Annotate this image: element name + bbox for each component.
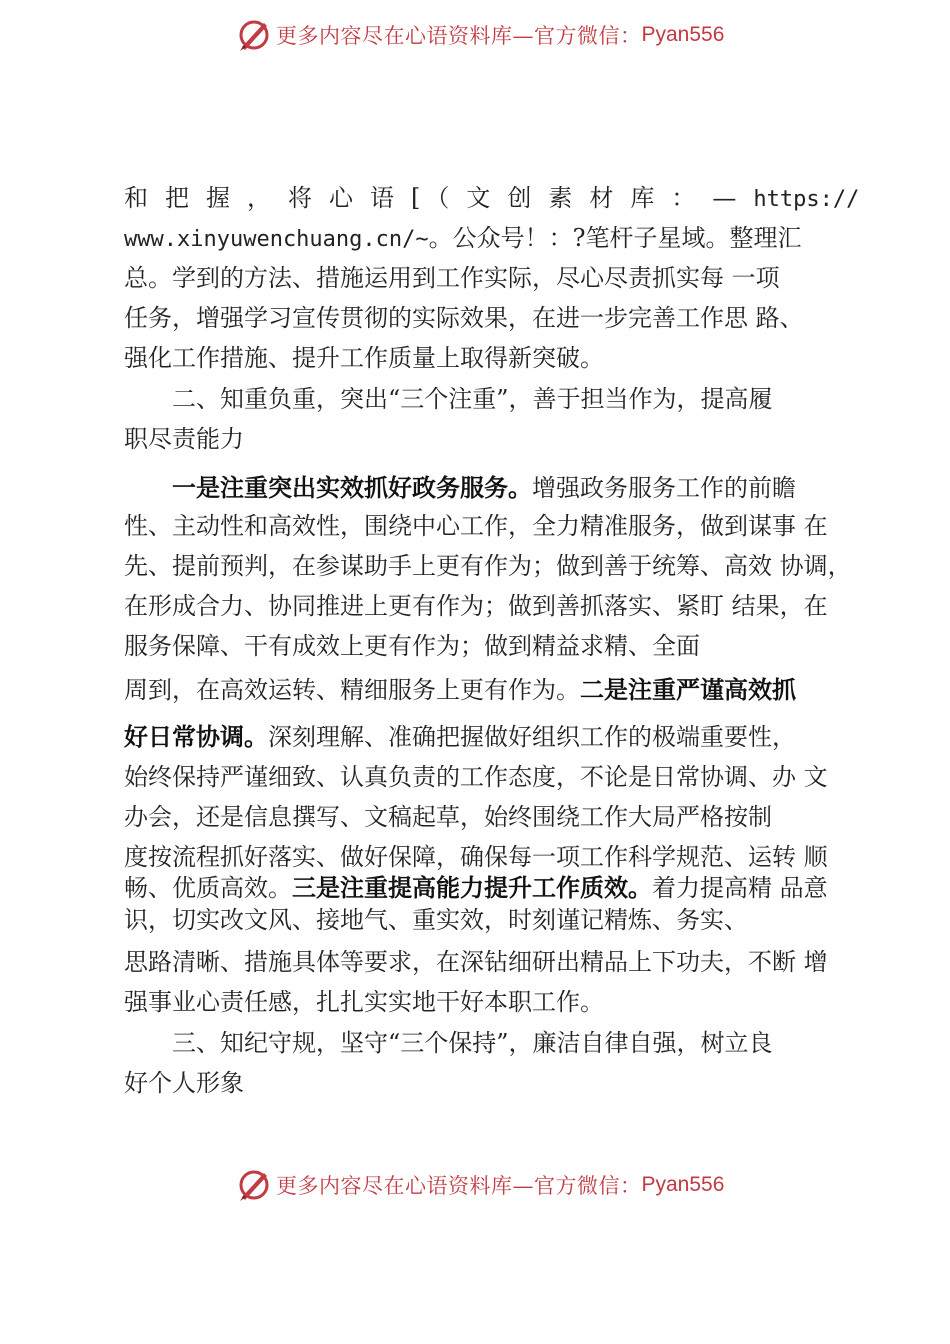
text-line-8: 一是注重突出实效抓好政务服务。增强政务服务工作的前瞻 — [172, 474, 796, 502]
watermark-banner-bottom — [0, 1162, 950, 1208]
text-line-19: 识，切实改文风、接地气、重实效，时刻谨记精炼、务实、 — [124, 906, 748, 934]
text-line-10: 先、提前预判，在参谋助手上更有作为；做到善于统筹、高效 协调， — [124, 552, 852, 580]
pen-logo-icon — [236, 1167, 272, 1203]
text-line-20: 思路清晰、措施具体等要求，在深钻细研出精品上下功夫，不断 增 — [124, 948, 828, 976]
text-line-2: www.xinyuwenchuang.cn/~。公众号！：?笔杆子星域。整理汇 — [124, 224, 802, 252]
point-two-title-cont: 好日常协调。 — [124, 723, 268, 751]
watermark-text: 更多内容尽在心语资料库—官方微信： — [276, 1174, 642, 1198]
point-two-title: 二是注重严谨高效抓 — [580, 676, 796, 704]
text-line-9: 性、主动性和高效性，围绕中心工作，全力精准服务，做到谋事 在 — [124, 512, 828, 540]
pen-logo-icon — [236, 17, 272, 53]
text-line-1: 和把握，将心语[（文创素材库：—https:// — [124, 184, 860, 212]
watermark-account: Pyan556 — [641, 1173, 725, 1196]
text-line-11: 在形成合力、协同推进上更有作为；做到善抓落实、紧盯 结果，在 — [124, 592, 828, 620]
text-line-12: 服务保障、干有成效上更有作为；做到精益求精、全面 — [124, 632, 700, 660]
point-three-title: 三是注重提高能力提升工作质效。 — [292, 874, 652, 902]
text-line-4: 任务，增强学习宣传贯彻的实际效果，在进一步完善工作思 路、 — [124, 304, 804, 332]
text-line-5: 强化工作措施、提升工作质量上取得新突破。 — [124, 344, 604, 372]
section-heading-3-cont: 好个人形象 — [124, 1069, 244, 1097]
text-line-13: 周到，在高效运转、精细服务上更有作为。二是注重严谨高效抓 — [124, 676, 796, 704]
text-line-16: 办会，还是信息撰写、文稿起草，始终围绕工作大局严格按制 — [124, 803, 772, 831]
text-line-14: 好日常协调。深刻理解、准确把握做好组织工作的极端重要性， — [124, 723, 796, 751]
text-line-15: 始终保持严谨细致、认真负责的工作态度，不论是日常协调、办 文 — [124, 763, 828, 791]
watermark-text: 更多内容尽在心语资料库—官方微信： — [276, 24, 642, 48]
watermark-banner-top — [0, 12, 950, 58]
text-line-21: 强事业心责任感，扎扎实实地干好本职工作。 — [124, 988, 604, 1016]
point-one-title: 一是注重突出实效抓好政务服务。 — [172, 474, 532, 502]
watermark-account: Pyan556 — [641, 23, 725, 46]
section-heading-2-cont: 职尽责能力 — [124, 425, 244, 453]
text-line-3: 总。学到的方法、措施运用到工作实际，尽心尽责抓实每 一项 — [124, 264, 780, 292]
section-heading-2: 二、知重负重，突出“三个注重”，善于担当作为，提高履 — [172, 385, 773, 413]
text-line-18: 畅、优质高效。三是注重提高能力提升工作质效。着力提高精 品意 — [124, 874, 828, 902]
text-line-17: 度按流程抓好落实、做好保障，确保每一项工作科学规范、运转 顺 — [124, 843, 828, 871]
section-heading-3: 三、知纪守规，坚守“三个保持”，廉洁自律自强，树立良 — [172, 1029, 773, 1057]
